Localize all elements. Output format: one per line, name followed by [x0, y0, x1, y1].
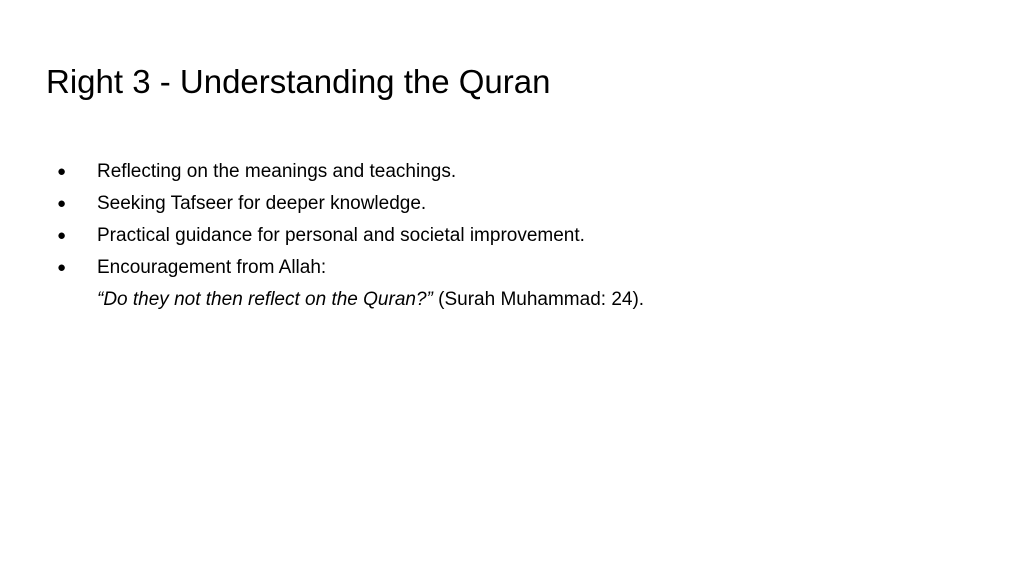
bullet-text: Encouragement from Allah:: [97, 257, 327, 278]
bullet-list: [0, 156, 644, 316]
bullet-dot-icon: ●: [57, 195, 67, 212]
bullet-dot-icon: ●: [57, 163, 67, 180]
bullet-item: [0, 252, 644, 284]
bullet-text: Practical guidance for personal and societal improvement.: [97, 225, 585, 246]
bullet-dot-icon: ●: [57, 259, 67, 276]
bullet-dot-icon: ●: [57, 227, 67, 244]
bullet-item: [0, 156, 644, 188]
quote-line: [0, 284, 644, 316]
bullet-text: Seeking Tafseer for deeper knowledge.: [97, 193, 427, 214]
bullet-item: [0, 220, 644, 252]
slide-title: Right 3 - Understanding the Quran: [46, 63, 551, 100]
bullet-text: Reflecting on the meanings and teachings.: [97, 161, 457, 182]
quote-text: “Do they not then reflect on the Quran?”: [97, 289, 433, 310]
quote-citation: (Surah Muhammad: 24).: [432, 289, 645, 310]
bullet-item: [0, 188, 644, 220]
